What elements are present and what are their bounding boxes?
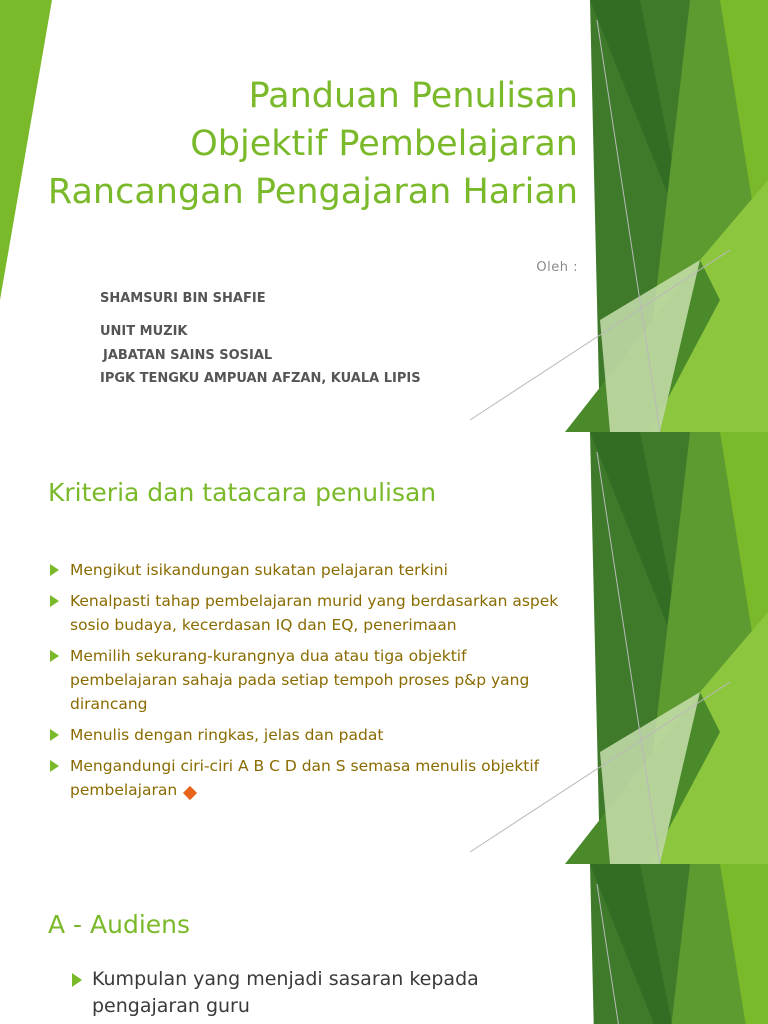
title-line-1: Panduan Penulisan xyxy=(248,76,578,116)
author-name: SHAMSURI BIN SHAFIE xyxy=(100,291,266,306)
criteria-list xyxy=(48,558,568,809)
affiliation-institute: IPGK TENGKU AMPUAN AFZAN, KUALA LIPIS xyxy=(100,371,421,386)
title-line-2: Objektif Pembelajaran xyxy=(190,124,578,164)
slide-heading: A - Audiens xyxy=(48,910,191,939)
audiens-list xyxy=(72,966,532,1020)
decorative-green-shapes xyxy=(0,0,768,432)
list-item-text: Kenalpasti tahap pembelajaran murid yang berdasarkan aspek sosio budaya, kecerdasan IQ dan EQ, penerimaan xyxy=(70,592,559,634)
oleh-label: Oleh : xyxy=(536,260,578,275)
presentation-title xyxy=(48,72,578,216)
affiliation-department: JABATAN SAINS SOSIAL xyxy=(103,348,273,363)
triangle-bullet-icon xyxy=(50,564,59,576)
list-item-text: Mengandungi ciri-ciri A B C D dan S semasa menulis objektif pembelajaran xyxy=(70,757,540,799)
slide-title xyxy=(0,0,768,432)
orange-diamond-icon xyxy=(183,786,197,800)
list-item-text: Kumpulan yang menjadi sasaran kepada pengajaran guru xyxy=(92,968,479,1017)
list-item xyxy=(48,723,568,747)
slide-criteria xyxy=(0,432,768,864)
list-item xyxy=(48,644,568,716)
slide-audiens xyxy=(0,864,768,1024)
list-item xyxy=(72,966,532,1020)
triangle-bullet-icon xyxy=(50,595,59,607)
list-item xyxy=(48,558,568,582)
triangle-bullet-icon xyxy=(50,760,59,772)
title-line-3: Rancangan Pengajaran Harian xyxy=(47,172,578,212)
list-item xyxy=(48,589,568,637)
triangle-bullet-icon xyxy=(50,650,59,662)
slide-heading: Kriteria dan tatacara penulisan xyxy=(48,478,437,507)
triangle-bullet-icon xyxy=(50,729,59,741)
list-item-text: Memilih sekurang-kurangnya dua atau tiga objektif pembelajaran sahaja pada setiap tempoh proses p&p yang dirancang xyxy=(70,647,530,713)
list-item-text: Menulis dengan ringkas, jelas dan padat xyxy=(70,726,384,744)
list-item-text: Mengikut isikandungan sukatan pelajaran terkini xyxy=(70,561,448,579)
list-item xyxy=(48,754,568,802)
affiliation-unit: UNIT MUZIK xyxy=(100,324,188,339)
triangle-bullet-icon xyxy=(72,973,82,987)
